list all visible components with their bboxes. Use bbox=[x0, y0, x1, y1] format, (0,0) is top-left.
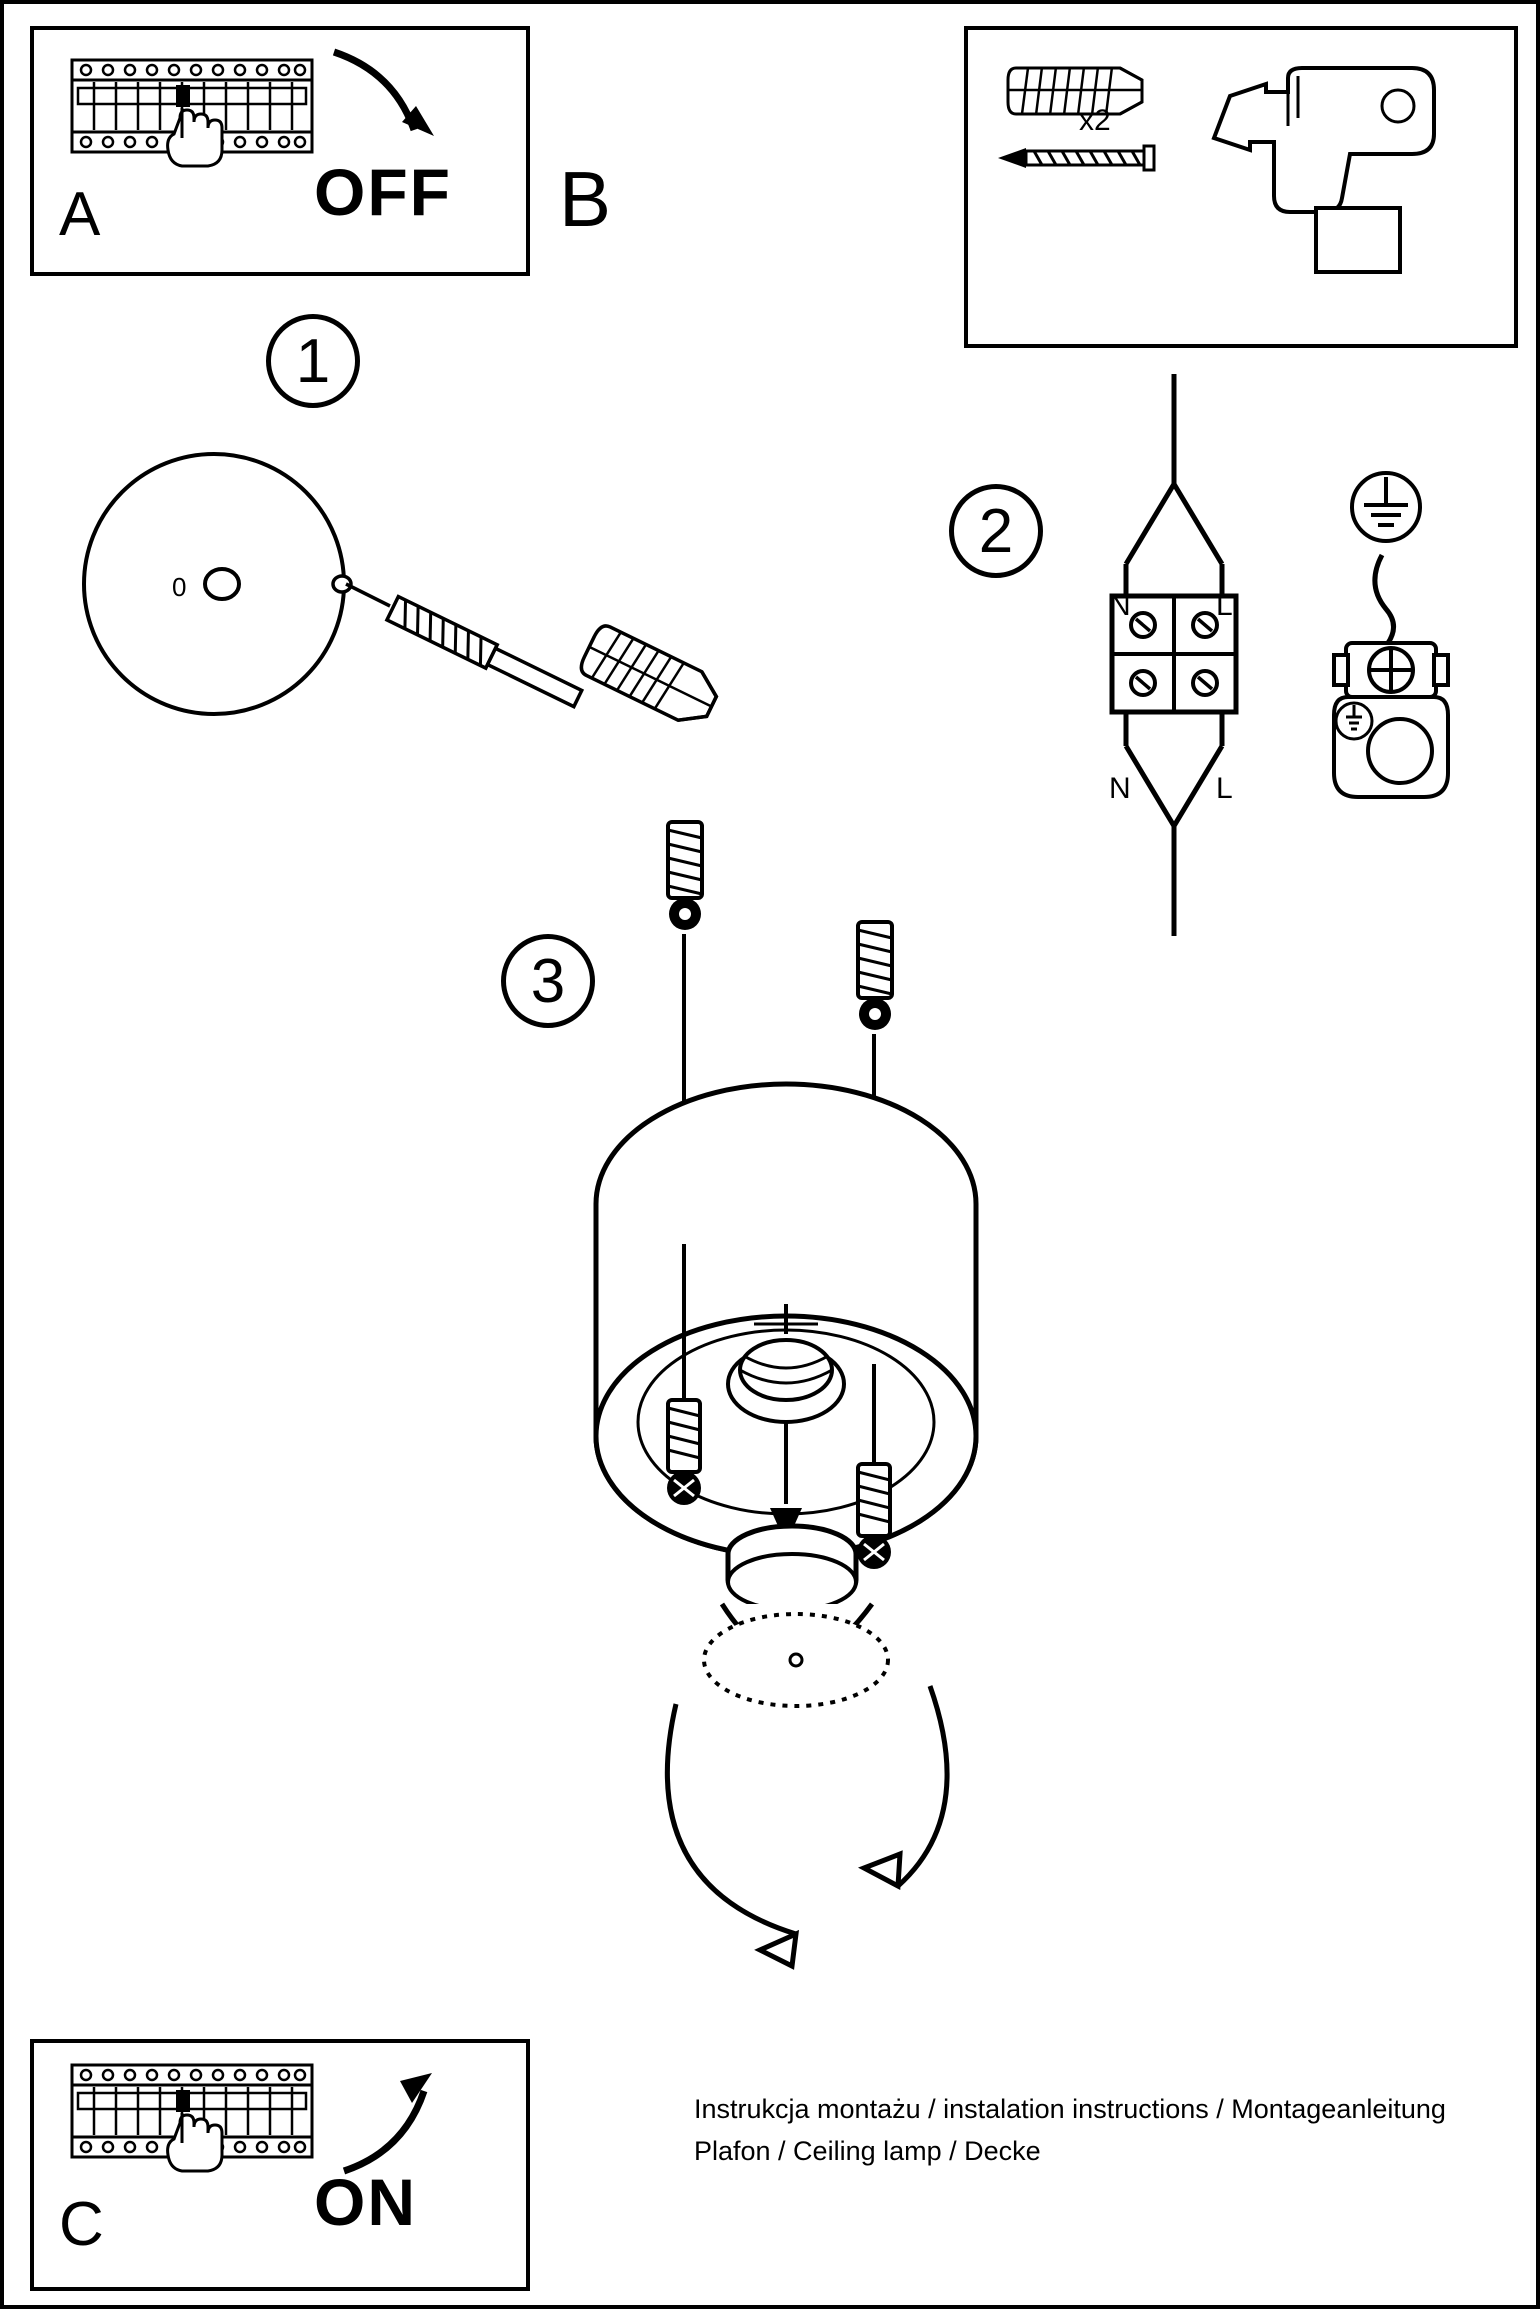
step-c-action-label: ON bbox=[314, 2165, 417, 2239]
terminal-label-l-top: L bbox=[1216, 589, 1233, 622]
step-a-panel bbox=[30, 26, 530, 276]
step-c-panel bbox=[30, 2039, 530, 2291]
power-drill-icon bbox=[1214, 68, 1434, 272]
step-b-tools-graphic bbox=[968, 30, 1514, 344]
step-3-number: 3 bbox=[501, 934, 595, 1028]
ceiling-plate-drilling-icon bbox=[74, 434, 834, 754]
step-1-number: 1 bbox=[266, 314, 360, 408]
step-a-action-label: OFF bbox=[314, 155, 452, 229]
step-a-letter: A bbox=[59, 180, 101, 249]
caption-line-1: Instrukcja montażu / instalation instructions / Montageanleitung bbox=[694, 2094, 1446, 2124]
wall-plug-icon bbox=[1008, 67, 1142, 115]
step-b-letter: B bbox=[559, 155, 612, 243]
step-b-quantity-label: x2 bbox=[1079, 104, 1111, 137]
terminal-label-n-top: N bbox=[1109, 589, 1131, 622]
fuse-box-switch-on-icon bbox=[34, 2043, 526, 2287]
fuse-box-switch-off-icon bbox=[34, 30, 526, 272]
step-2-number: 2 bbox=[949, 484, 1043, 578]
terminal-label-l-bottom: L bbox=[1216, 772, 1233, 805]
svg-text:0: 0 bbox=[172, 572, 187, 602]
terminal-label-n-bottom: N bbox=[1109, 772, 1131, 805]
lamp-mounting-icon bbox=[564, 804, 1384, 2034]
caption-line-2: Plafon / Ceiling lamp / Decke bbox=[694, 2135, 1041, 2166]
screw-icon bbox=[998, 146, 1154, 170]
instruction-caption bbox=[694, 2089, 1494, 2173]
step-c-letter: C bbox=[59, 2190, 104, 2259]
step-b-panel bbox=[964, 26, 1518, 348]
